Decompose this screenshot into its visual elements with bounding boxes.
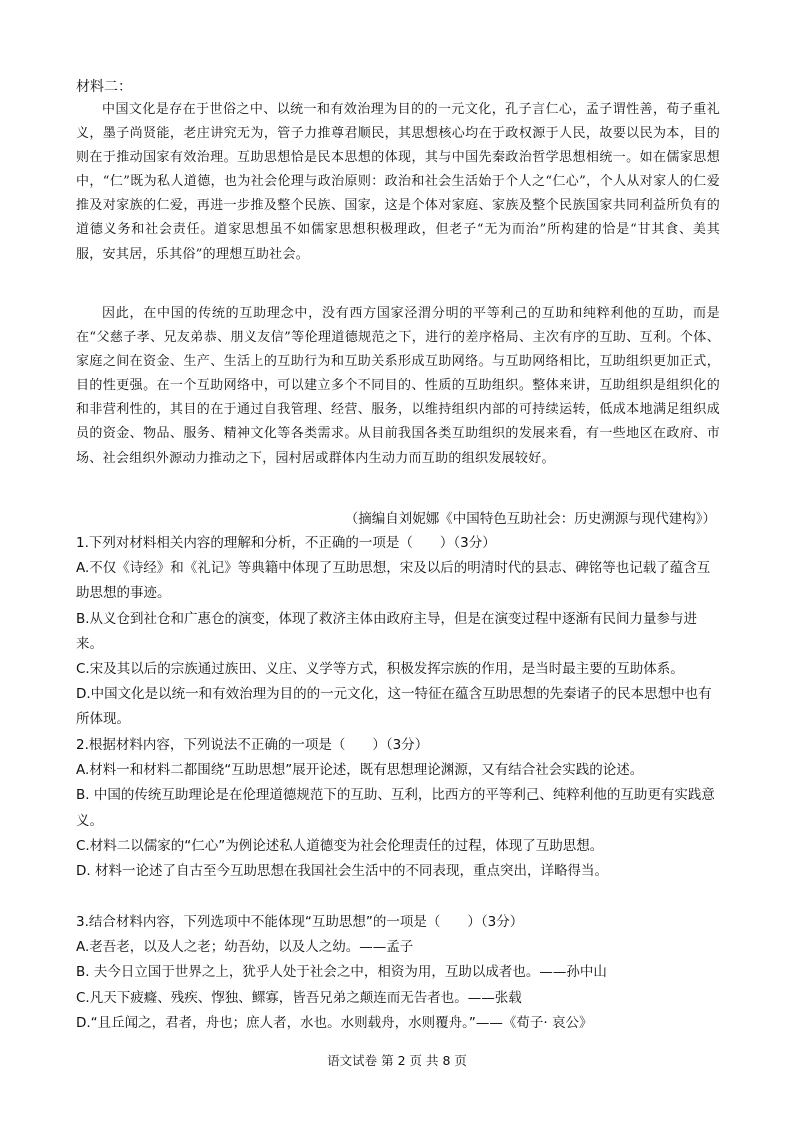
option-d: D.中国文化是以统一和有效治理为目的的一元文化，这一特征在蕴含互助思想的先秦诸子的民本思想中也有所体现。 (76, 686, 712, 728)
option-b: B. 夫今日立国于世界之上，犹乎人处于社会之中，相资为用，互助以成者也。——孙中山 (76, 964, 607, 981)
material-title: 材料二： (76, 79, 132, 95)
page-footer: 语文试卷 第 2 页 共 8 页 (327, 1053, 467, 1068)
option-c: C.凡天下疲癃、残疾、惸独、鳏寡，皆吾兄弟之颠连而无告者也。——张载 (76, 989, 522, 1006)
option-b: B.从义仓到社仓和广惠仓的演变，体现了救济主体由政府主导，但是在演变过程中逐渐有民间力量参与进来。 (76, 610, 698, 652)
question-stem: 3.结合材料内容，下列选项中不能体现“互助思想”的一项是（ ）（3分） (76, 914, 524, 930)
question-1 (76, 531, 720, 733)
option-a: A.不仅《诗经》和《礼记》等典籍中体现了互助思想，宋及以后的明清时代的县志、碑铭等也记载了蕴含互助思想的事迹。 (76, 560, 711, 602)
question-stem: 1.下列对材料相关内容的理解和分析，不正确的一项是（ ）（3分） (76, 535, 496, 551)
material-paragraph-1: 中国文化是存在于世俗之中、以统一和有效治理为目的的一元文化，孔子言仁心，孟子谓性善，荀子重礼义，墨子尚贤能，老庄讲究无为，管子力推尊君顺民，其思想核心均在于政权源于人民，故要以民为本，目的则在于推动国家有效治理。互助思想恰是民本思想的体现，其与中国先秦政治哲学思想相统一。如在儒家思想中，“仁”既为私人道德，也为社会伦理与政治原则：政治和社会生活始于个人之“仁心”，个人从对家人的仁爱推及对家族的仁爱，再进一步推及整个民族、国家，这是个体对家庭、家族及整个民族国家共同利益所负有的道德义务和社会责任。道家思想虽不如儒家思想积极理政，但老子“无为而治”所构建的恰是“甘其食、美其服，安其居，乐其俗”的理想互助社会。 (76, 102, 720, 262)
question-3 (76, 910, 720, 1036)
question-2 (76, 733, 720, 884)
option-c: C.宋及其以后的宗族通过族田、义庄、义学等方式，积极发挥宗族的作用，是当时最主要的互助体系。 (76, 661, 684, 678)
option-c: C.材料二以儒家的“仁心”为例论述私人道德变为社会伦理责任的过程，体现了互助思想。 (76, 837, 604, 854)
option-d: D. 材料一论述了自古至今互助思想在我国社会生活中的不同表现，重点突出，详略得当。 (76, 863, 608, 880)
question-stem: 2.根据材料内容，下列说法不正确的一项是（ ）（3分） (76, 737, 429, 753)
option-b: B. 中国的传统互助理论是在伦理道德规范下的互助、互利，比西方的平等利己、纯粹利他的互助更有实践意义。 (76, 787, 715, 829)
material-source: （摘编自刘妮娜《中国特色互助社会：历史溯源与现代建构》） (344, 511, 716, 527)
option-a: A.材料一和材料二都围绕“互助思想”展开论述，既有思想理论渊源，又有结合社会实践的论述。 (76, 762, 644, 779)
material-paragraph-2: 因此，在中国的传统的互助理念中，没有西方国家泾渭分明的平等利己的互助和纯粹利他的互助，而是在“父慈子孝、兄友弟恭、朋义友信”等伦理道德规范之下，进行的差序格局、主次有序的互助、互利。个体、家庭之间在资金、生产、生活上的互助行为和互助关系形成互助网络。与互助网络相比，互助组织更加正式，目的性更强。在一个互助网络中，可以建立多个不同目的、性质的互助组织。整体来讲，互助组织是组织化的和非营利性的，其目的在于通过自我管理、经营、服务，以维持组织内部的可持续运转，低成本地满足组织成员的资金、物品、服务、精神文化等各类需求。从目前我国各类互助组织的发展来看，有一些地区在政府、市场、社会组织外源动力推动之下，园村居或群体内生动力而互助的组织发展较好。 (76, 306, 720, 466)
option-a: A.老吾老，以及人之老；幼吾幼，以及人之幼。——孟子 (76, 939, 414, 956)
option-d: D.“且丘闻之，君者，舟也；庶人者，水也。水则载舟，水则覆舟。”——《荀子· 哀公》 (76, 1014, 593, 1031)
